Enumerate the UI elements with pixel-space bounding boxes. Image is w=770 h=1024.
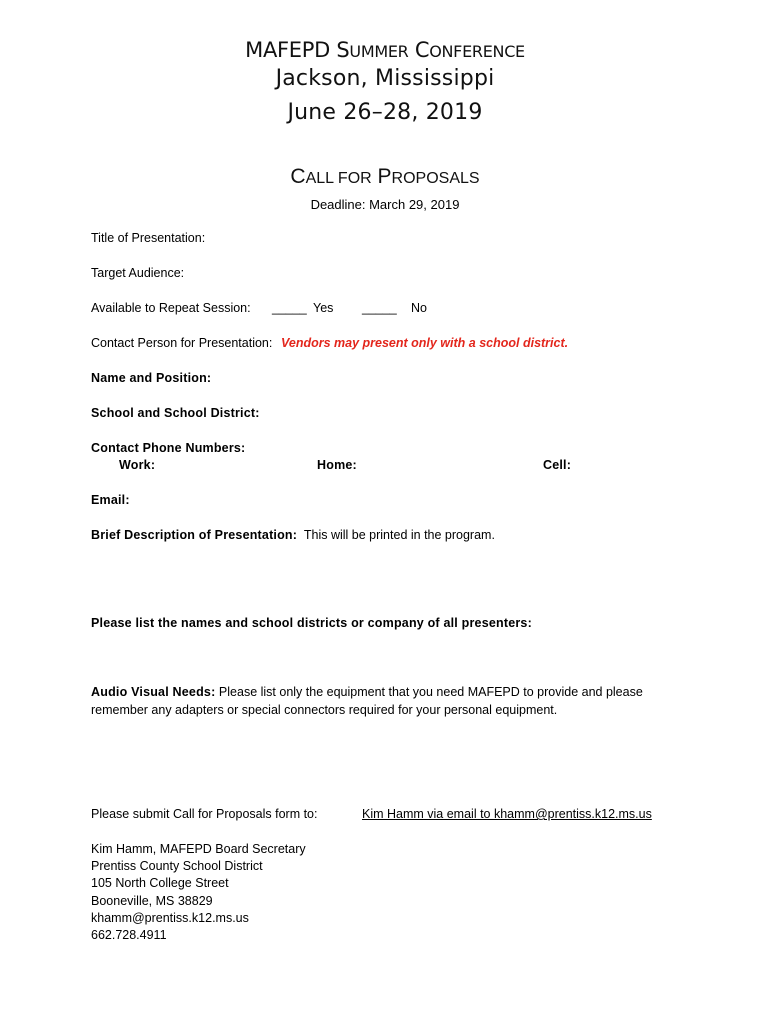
submit-label: Please submit Call for Proposals form to: xyxy=(91,807,318,821)
home-phone-label: Home: xyxy=(317,458,357,472)
title-of-presentation-label: Title of Presentation: xyxy=(91,231,206,245)
address-street: 105 North College Street xyxy=(91,876,229,891)
yes-blank[interactable]: _____ xyxy=(272,301,307,315)
audio-visual-needs xyxy=(91,684,691,719)
conference-dates: June 26–28, 2019 xyxy=(287,100,483,125)
cell-phone-label: Cell: xyxy=(543,458,572,472)
brief-description xyxy=(91,528,495,542)
call-for-proposals-heading: CALL FOR PROPOSALS xyxy=(290,165,480,188)
contact-phone-numbers-label: Contact Phone Numbers: xyxy=(91,441,246,455)
address-email: khamm@prentiss.k12.ms.us xyxy=(91,910,249,925)
vendor-note: Vendors may present only with a school district. xyxy=(281,336,569,350)
av-note-line1: Please list only the equipment that you need MAFEPD to provide and please xyxy=(218,685,643,699)
conference-location: Jackson, Mississippi xyxy=(275,66,495,91)
target-audience-label: Target Audience: xyxy=(91,266,185,280)
av-note-line2: remember any adapters or special connectors required for your personal equipment. xyxy=(91,702,558,717)
school-district-label: School and School District: xyxy=(91,406,260,420)
submit-email-link[interactable]: Kim Hamm via email to khamm@prentiss.k12.ms.us xyxy=(362,807,652,821)
address-district: Prentiss County School District xyxy=(91,859,263,874)
no-blank[interactable]: _____ xyxy=(362,301,397,315)
repeat-session-label: Available to Repeat Session: xyxy=(91,301,251,315)
work-phone-label: Work: xyxy=(119,458,156,472)
yes-label: Yes xyxy=(313,301,334,315)
brief-description-note: This will be printed in the program. xyxy=(303,528,495,542)
address-city: Booneville, MS 38829 xyxy=(91,893,213,908)
conference-title: MAFEPD SUMMER CONFERENCE xyxy=(245,38,525,62)
av-label: Audio Visual Needs: xyxy=(91,685,216,699)
name-and-position-label: Name and Position: xyxy=(91,371,212,385)
address-block xyxy=(91,841,306,944)
presenters-label: Please list the names and school districts or company of all presenters: xyxy=(91,616,532,630)
contact-person-label: Contact Person for Presentation: xyxy=(91,336,273,350)
email-label: Email: xyxy=(91,493,130,507)
address-name: Kim Hamm, MAFEPD Board Secretary xyxy=(91,842,306,856)
brief-description-label: Brief Description of Presentation: xyxy=(91,528,298,542)
address-phone: 662.728.4911 xyxy=(91,928,167,943)
no-label: No xyxy=(411,301,427,315)
deadline: Deadline: March 29, 2019 xyxy=(310,197,460,212)
